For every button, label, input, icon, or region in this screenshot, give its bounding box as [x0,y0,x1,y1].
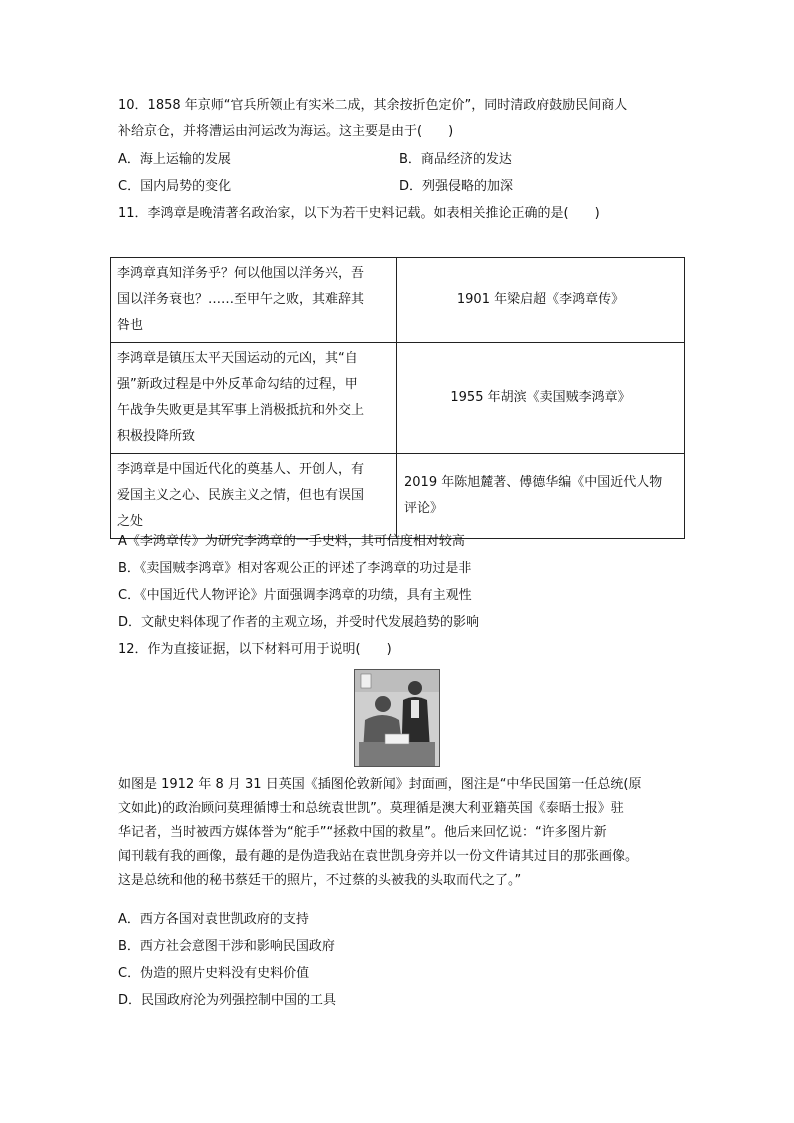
q11-source-table [110,257,685,539]
source-excerpt [111,343,397,454]
material-line: 这是总统和他的秘书蔡廷干的照片，不过蔡的头被我的头取而代之了。” [118,873,522,888]
q11-option-a: A《李鸿章传》为研究李鸿章的一手史料，其可信度相对较高 [118,534,465,549]
q10-stem-line2: 补给京仓，并将漕运由河运改为海运。这主要是由于( ) [118,124,454,139]
table-row [111,258,685,343]
source-excerpt [111,258,397,343]
photo-illustration [355,670,439,766]
excerpt-line: 强”新政过程是中外反革命勾结的过程，甲 [117,377,358,392]
q12-option-a: A．西方各国对袁世凯政府的支持 [118,912,309,927]
q12-material [118,773,688,893]
q10-option-b: B．商品经济的发达 [399,152,512,167]
q10-option-a: A．海上运输的发展 [118,152,231,167]
historical-photo [354,669,440,767]
q12-option-b: B．西方社会意图干涉和影响民国政府 [118,939,335,954]
material-line: 如图是 1912 年 8 月 31 日英国《插图伦敦新闻》封面画，图注是“中华民国第一任总统(原 [118,777,642,792]
excerpt-line: 之处 [117,514,144,529]
excerpt-line: 午战争失败更是其军事上消极抵抗和外交上 [117,403,365,418]
table-row [111,343,685,454]
q10-option-d: D．列强侵略的加深 [399,179,514,194]
material-line: 文如此)的政治顾问莫理循博士和总统袁世凯”。莫理循是澳大利亚籍英国《泰晤士报》驻 [118,801,624,816]
material-line: 华记者，当时被西方媒体誉为“舵手”“拯救中国的救星”。他后来回忆说：“许多图片新 [118,825,607,840]
excerpt-line: 咎也 [117,318,144,333]
citation-line: 1901 年梁启超《李鸿章传》 [456,292,625,307]
q11-stem: 11．李鸿章是晚清著名政治家，以下为若干史料记载。如表相关推论正确的是( ) [118,206,600,221]
excerpt-line: 李鸿章是镇压太平天国运动的元凶，其“自 [117,351,358,366]
q12-option-c: C．伪造的照片史料没有史料价值 [118,966,310,981]
q11-option-b: B．《卖国贼李鸿章》相对客观公正的评述了李鸿章的功过是非 [118,561,472,576]
source-citation [397,454,685,539]
source-excerpt [111,454,397,539]
excerpt-line: 李鸿章真知洋务乎？何以他国以洋务兴，吾 [117,266,365,281]
excerpt-line: 李鸿章是中国近代化的奠基人、开创人，有 [117,462,365,477]
excerpt-line: 爱国主义之心、民族主义之情，但也有误国 [117,488,365,503]
q11-option-d: D．文献史料体现了作者的主观立场，并受时代发展趋势的影响 [118,615,480,630]
material-line: 闻刊载有我的画像，最有趣的是伪造我站在袁世凯身旁并以一份文件请其过目的那张画像。 [118,849,639,864]
source-citation [397,258,685,343]
citation-line: 2019 年陈旭麓著、傅德华编《中国近代人物 [404,475,663,490]
source-citation [397,343,685,454]
citation-line: 1955 年胡滨《卖国贼李鸿章》 [450,390,631,405]
excerpt-line: 积极投降所致 [117,429,196,444]
q12-stem: 12．作为直接证据，以下材料可用于说明( ) [118,642,392,657]
q10-option-c: C．国内局势的变化 [118,179,232,194]
excerpt-line: 国以洋务衰也？……至甲午之败，其难辞其 [117,292,365,307]
q11-option-c: C．《中国近代人物评论》片面强调李鸿章的功绩，具有主观性 [118,588,472,603]
q10-stem-line1: 10．1858 年京师“官兵所领止有实米二成，其余按折色定价”，同时清政府鼓励民间商人 [118,98,628,113]
q12-option-d: D．民国政府沦为列强控制中国的工具 [118,993,337,1008]
citation-line: 评论》 [404,501,444,516]
table-row [111,454,685,539]
